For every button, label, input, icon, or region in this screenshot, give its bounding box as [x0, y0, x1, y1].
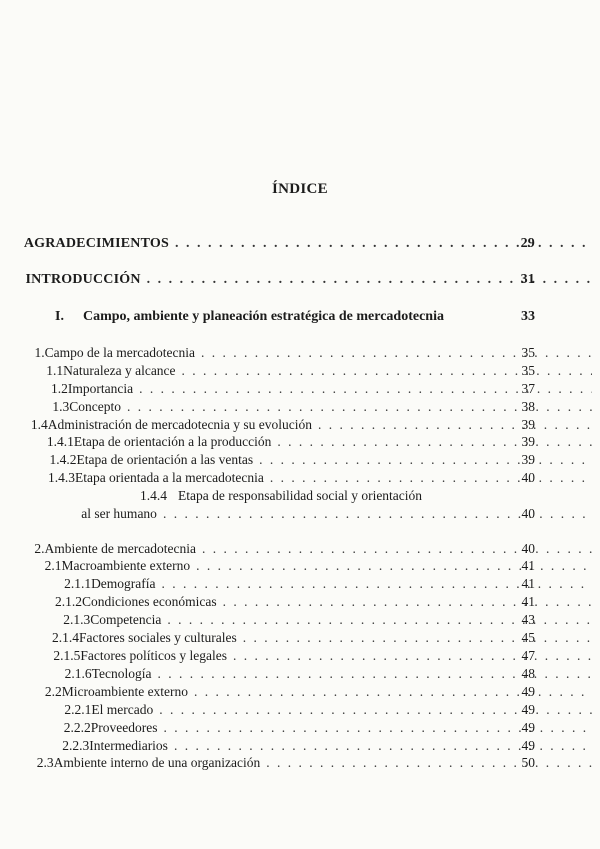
- toc-entry-number: 2.1.4: [51, 630, 79, 645]
- toc-entry-label: Competencia: [90, 612, 162, 627]
- toc-entry-1-4-4[interactable]: [0, 506, 600, 522]
- toc-entry-label: Microambiente externo: [61, 684, 189, 699]
- toc-entry-label: Administración de mercadotecnia y su evolución: [47, 417, 313, 432]
- toc-entry-label: INTRODUCCIÓN: [25, 272, 141, 287]
- toc-entry-number: 1.4.1: [46, 434, 74, 449]
- toc-entry-2-2-2[interactable]: [0, 720, 600, 736]
- toc-entry-page: 40: [521, 541, 535, 556]
- toc-entry-number: 2.1.3: [63, 612, 91, 627]
- toc-entry-label: Macroambiente externo: [61, 558, 191, 573]
- toc-entry-number: 1.: [34, 345, 45, 360]
- toc-entry-page: 45: [521, 630, 535, 645]
- toc-entry-2-1-1[interactable]: [0, 576, 600, 592]
- toc-entry-page: 39: [521, 417, 535, 432]
- toc-entry-number: 2.1.6: [64, 666, 92, 681]
- toc-entry-page: 31: [520, 272, 535, 287]
- toc-entry-page: 49: [521, 738, 535, 753]
- toc-entry-page: 48: [521, 666, 535, 681]
- toc-entry-number: 2.2.1: [64, 702, 92, 717]
- toc-entry-label: Ambiente de mercadotecnia: [44, 541, 196, 556]
- toc-entry-label: Concepto: [69, 399, 122, 414]
- toc-entry-number: 2.1.1: [64, 576, 92, 591]
- toc-entry-page: 47: [521, 648, 535, 663]
- toc-entry-label: Campo de la mercadotecnia: [44, 345, 195, 360]
- toc-entry-page: 50: [521, 755, 535, 770]
- toc-entry-label: Etapa de responsabilidad social y orientación: [178, 488, 423, 503]
- toc-entry-2-2[interactable]: [0, 684, 600, 700]
- leader-dots: [223, 594, 592, 610]
- toc-entry-page: 35: [521, 363, 535, 378]
- toc-entry-page: 35: [521, 345, 535, 360]
- toc-entry-label: Naturaleza y alcance: [63, 363, 176, 378]
- toc-entry-number: 1.1: [46, 363, 64, 378]
- toc-section-1[interactable]: [0, 345, 600, 361]
- leader-dots: [259, 452, 592, 468]
- leader-dots: [270, 470, 592, 486]
- toc-entry-page: 41: [521, 558, 535, 573]
- leader-dots: [266, 755, 592, 771]
- leader-dots: [277, 434, 592, 450]
- toc-entry-1-4-4-line1[interactable]: [140, 488, 422, 504]
- toc-entry-label: Demografía: [91, 576, 156, 591]
- toc-entry-page: 39: [521, 434, 535, 449]
- toc-entry-number: 2.1: [44, 558, 62, 573]
- toc-entry-1-4-2[interactable]: [0, 452, 600, 468]
- toc-entry-number: 1.2: [51, 381, 68, 396]
- toc-entry-number: 1.4: [30, 417, 48, 432]
- toc-entry-1-2[interactable]: [0, 381, 600, 397]
- toc-entry-label: Ambiente interno de una organización: [53, 755, 261, 770]
- toc-entry-label: Proveedores: [90, 720, 158, 735]
- toc-entry-page: 49: [521, 720, 535, 735]
- toc-entry-number: 1.3: [52, 399, 70, 414]
- toc-entry-page: 43: [521, 612, 535, 627]
- toc-entry-1-4-1[interactable]: [0, 434, 600, 450]
- toc-entry-2-2-3[interactable]: [0, 738, 600, 754]
- toc-entry-number: 1.4.2: [49, 452, 77, 467]
- toc-entry-label: AGRADECIMIENTOS: [23, 236, 169, 251]
- toc-entry-label: Tecnología: [91, 666, 152, 681]
- toc-chapter-number: I.: [55, 309, 64, 324]
- toc-section-2[interactable]: [0, 541, 600, 557]
- toc-entry-1-1[interactable]: [0, 363, 600, 379]
- toc-entry-2-1[interactable]: [0, 558, 600, 574]
- toc-entry-1-4-3[interactable]: [0, 470, 600, 486]
- toc-entry-agradecimientos[interactable]: [0, 236, 600, 252]
- toc-entry-number: 2.1.5: [53, 648, 81, 663]
- toc-entry-page: 37: [521, 381, 535, 396]
- toc-entry-number: 2.: [34, 541, 45, 556]
- toc-entry-label: El mercado: [91, 702, 154, 717]
- toc-entry-2-2-1[interactable]: [0, 702, 600, 718]
- toc-entry-label: Etapa de orientación a la producción: [73, 434, 272, 449]
- toc-entry-label: Factores políticos y legales: [80, 648, 228, 663]
- leader-dots: [233, 648, 592, 664]
- toc-entry-page: 33: [521, 309, 535, 324]
- toc-entry-number: 2.2.2: [63, 720, 91, 735]
- leader-dots: [318, 417, 592, 433]
- toc-entry-page: 38: [521, 399, 535, 414]
- toc-entry-label-continued: al ser humano: [81, 506, 157, 521]
- toc-entry-page: 49: [521, 702, 535, 717]
- toc-entry-number: 2.2.3: [62, 738, 90, 753]
- toc-entry-1-3[interactable]: [0, 399, 600, 415]
- toc-entry-introduccion[interactable]: [0, 272, 600, 288]
- toc-entry-2-1-3[interactable]: [0, 612, 600, 628]
- toc-entry-label: Factores sociales y culturales: [78, 630, 237, 645]
- toc-entry-page: 40: [521, 506, 535, 521]
- toc-entry-1-4[interactable]: [0, 417, 600, 433]
- leader-dots: [243, 630, 592, 646]
- toc-entry-2-1-5[interactable]: [0, 648, 600, 664]
- toc-entry-page: 29: [520, 236, 535, 251]
- toc-entry-number: 2.2: [44, 684, 62, 699]
- toc-entry-number: 2.1.2: [54, 594, 82, 609]
- toc-entry-page: 41: [521, 576, 535, 591]
- toc-entry-label: Condiciones económicas: [81, 594, 217, 609]
- toc-entry-2-3[interactable]: [0, 755, 600, 771]
- toc-entry-2-1-4[interactable]: [0, 630, 600, 646]
- toc-entry-page: 41: [521, 594, 535, 609]
- toc-entry-page: 49: [521, 684, 535, 699]
- toc-chapter-label: Campo, ambiente y planeación estratégica de mercadotecnia: [83, 309, 444, 324]
- toc-entry-label: Etapa orientada a la mercadotecnia: [74, 470, 264, 485]
- page-title: ÍNDICE: [272, 181, 328, 197]
- toc-entry-number: 1.4.4: [140, 488, 167, 503]
- toc-entry-page: 40: [521, 470, 535, 485]
- toc-entry-label: Importancia: [67, 381, 134, 396]
- toc-entry-page: 39: [521, 452, 535, 467]
- toc-entry-label: Etapa de orientación a las ventas: [76, 452, 254, 467]
- toc-entry-2-1-6[interactable]: [0, 666, 600, 682]
- toc-entry-2-1-2[interactable]: [0, 594, 600, 610]
- toc-entry-number: 1.4.3: [47, 470, 75, 485]
- toc-chapter-1[interactable]: [0, 309, 600, 325]
- toc-entry-number: 2.3: [36, 755, 54, 770]
- toc-entry-label: Intermediarios: [89, 738, 168, 753]
